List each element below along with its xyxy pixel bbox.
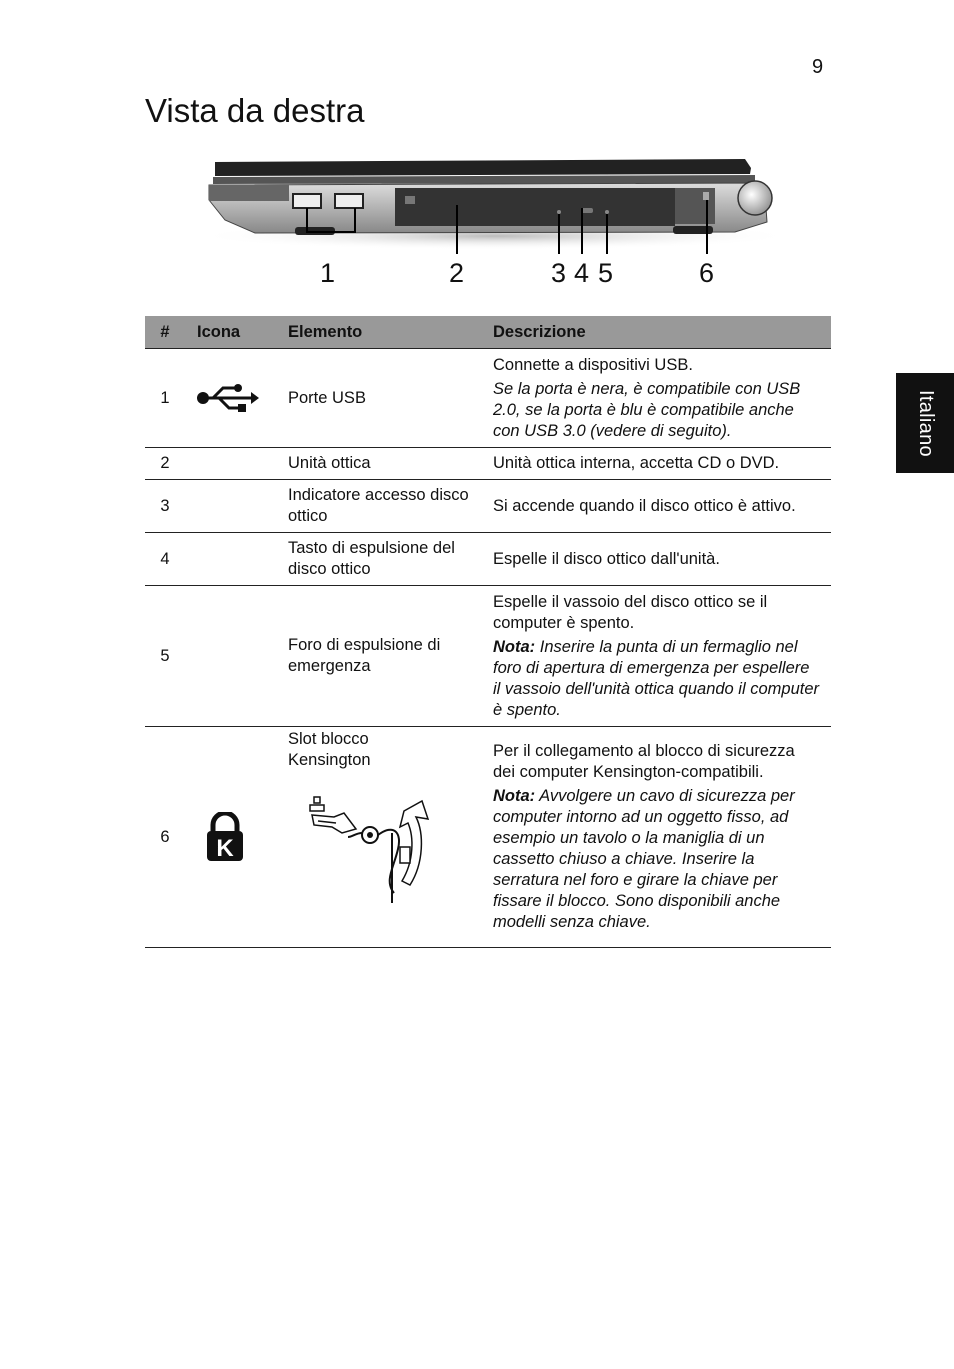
callout-1: 1 xyxy=(320,258,336,288)
note-label: Nota: xyxy=(493,637,536,656)
row-description: Espelle il disco ottico dall'unità. xyxy=(493,533,831,586)
table-header-row xyxy=(145,316,831,349)
row-element: Porte USB xyxy=(288,349,493,448)
note-text: Inserire la punta di un fermaglio nel foro di apertura di emergenza per espellere il vassoio dell'unità ottica quando il computer è spento. xyxy=(493,637,820,719)
row-num: 1 xyxy=(145,349,185,448)
row-num: 4 xyxy=(145,533,185,586)
row-description: Connette a dispositivi USB. xyxy=(493,355,693,374)
row-num: 2 xyxy=(145,448,185,480)
table-row xyxy=(145,727,831,948)
note-label: Nota: xyxy=(493,787,536,805)
row-element: Indicatore accesso disco ottico xyxy=(288,480,493,533)
page-number: 9 xyxy=(812,56,824,78)
callout-5: 5 xyxy=(598,258,614,288)
row-description: Unità ottica interna, accetta CD o DVD. xyxy=(493,448,831,480)
page-title: Vista da destra xyxy=(145,92,365,129)
callout-2: 2 xyxy=(449,258,465,288)
row-element: Unità ottica xyxy=(288,448,493,480)
note-text: Avvolgere un cavo di sicurezza per computer intorno ad un oggetto fisso, ad esempio un tavolo o la maniglia di un cassetto chiuso a chiave. Inserire la serratura nel foro e girare la chiave per fissare il blocco. Sono disponibili anche modelli senza chiave. xyxy=(493,787,795,931)
row-num: 5 xyxy=(145,586,185,727)
table-row xyxy=(145,448,831,480)
table-row xyxy=(145,480,831,533)
row-note xyxy=(493,786,821,933)
row-description: Per il collegamento al blocco di sicurezza dei computer Kensington-compatibili. xyxy=(493,742,795,781)
header-description: Descrizione xyxy=(493,316,831,349)
language-tab xyxy=(896,373,954,473)
table-row xyxy=(145,586,831,727)
header-icon: Icona xyxy=(185,316,288,349)
kensington-lock-icon xyxy=(205,812,245,862)
components-table xyxy=(145,316,831,948)
table-row xyxy=(145,533,831,586)
table-row xyxy=(145,349,831,448)
row-element: Slot blocco Kensington xyxy=(288,730,371,769)
row-note xyxy=(493,637,821,721)
usb-icon xyxy=(195,380,259,416)
callout-3: 3 xyxy=(551,258,567,288)
row-description: Espelle il vassoio del disco ottico se il computer è spento. xyxy=(493,592,768,632)
row-element: Tasto di espulsione del disco ottico xyxy=(288,533,493,586)
row-num: 6 xyxy=(145,727,185,948)
row-description-italic: Se la porta è nera, è compatibile con USB 2.0, se la porta è blu è compatibile anche con USB 3.0 (vedere di seguito). xyxy=(493,379,801,440)
callout-6: 6 xyxy=(699,258,715,288)
header-num: # xyxy=(145,316,185,349)
row-num: 3 xyxy=(145,480,185,533)
language-tab-label: Italiano xyxy=(914,389,937,457)
header-element: Elemento xyxy=(288,316,493,349)
row-element: Foro di espulsione di emergenza xyxy=(288,586,493,727)
kensington-lock-illustration xyxy=(304,793,434,903)
row-description: Si accende quando il disco ottico è attivo. xyxy=(493,480,831,533)
callout-4: 4 xyxy=(574,258,590,288)
svg-text:K: K xyxy=(216,835,234,862)
